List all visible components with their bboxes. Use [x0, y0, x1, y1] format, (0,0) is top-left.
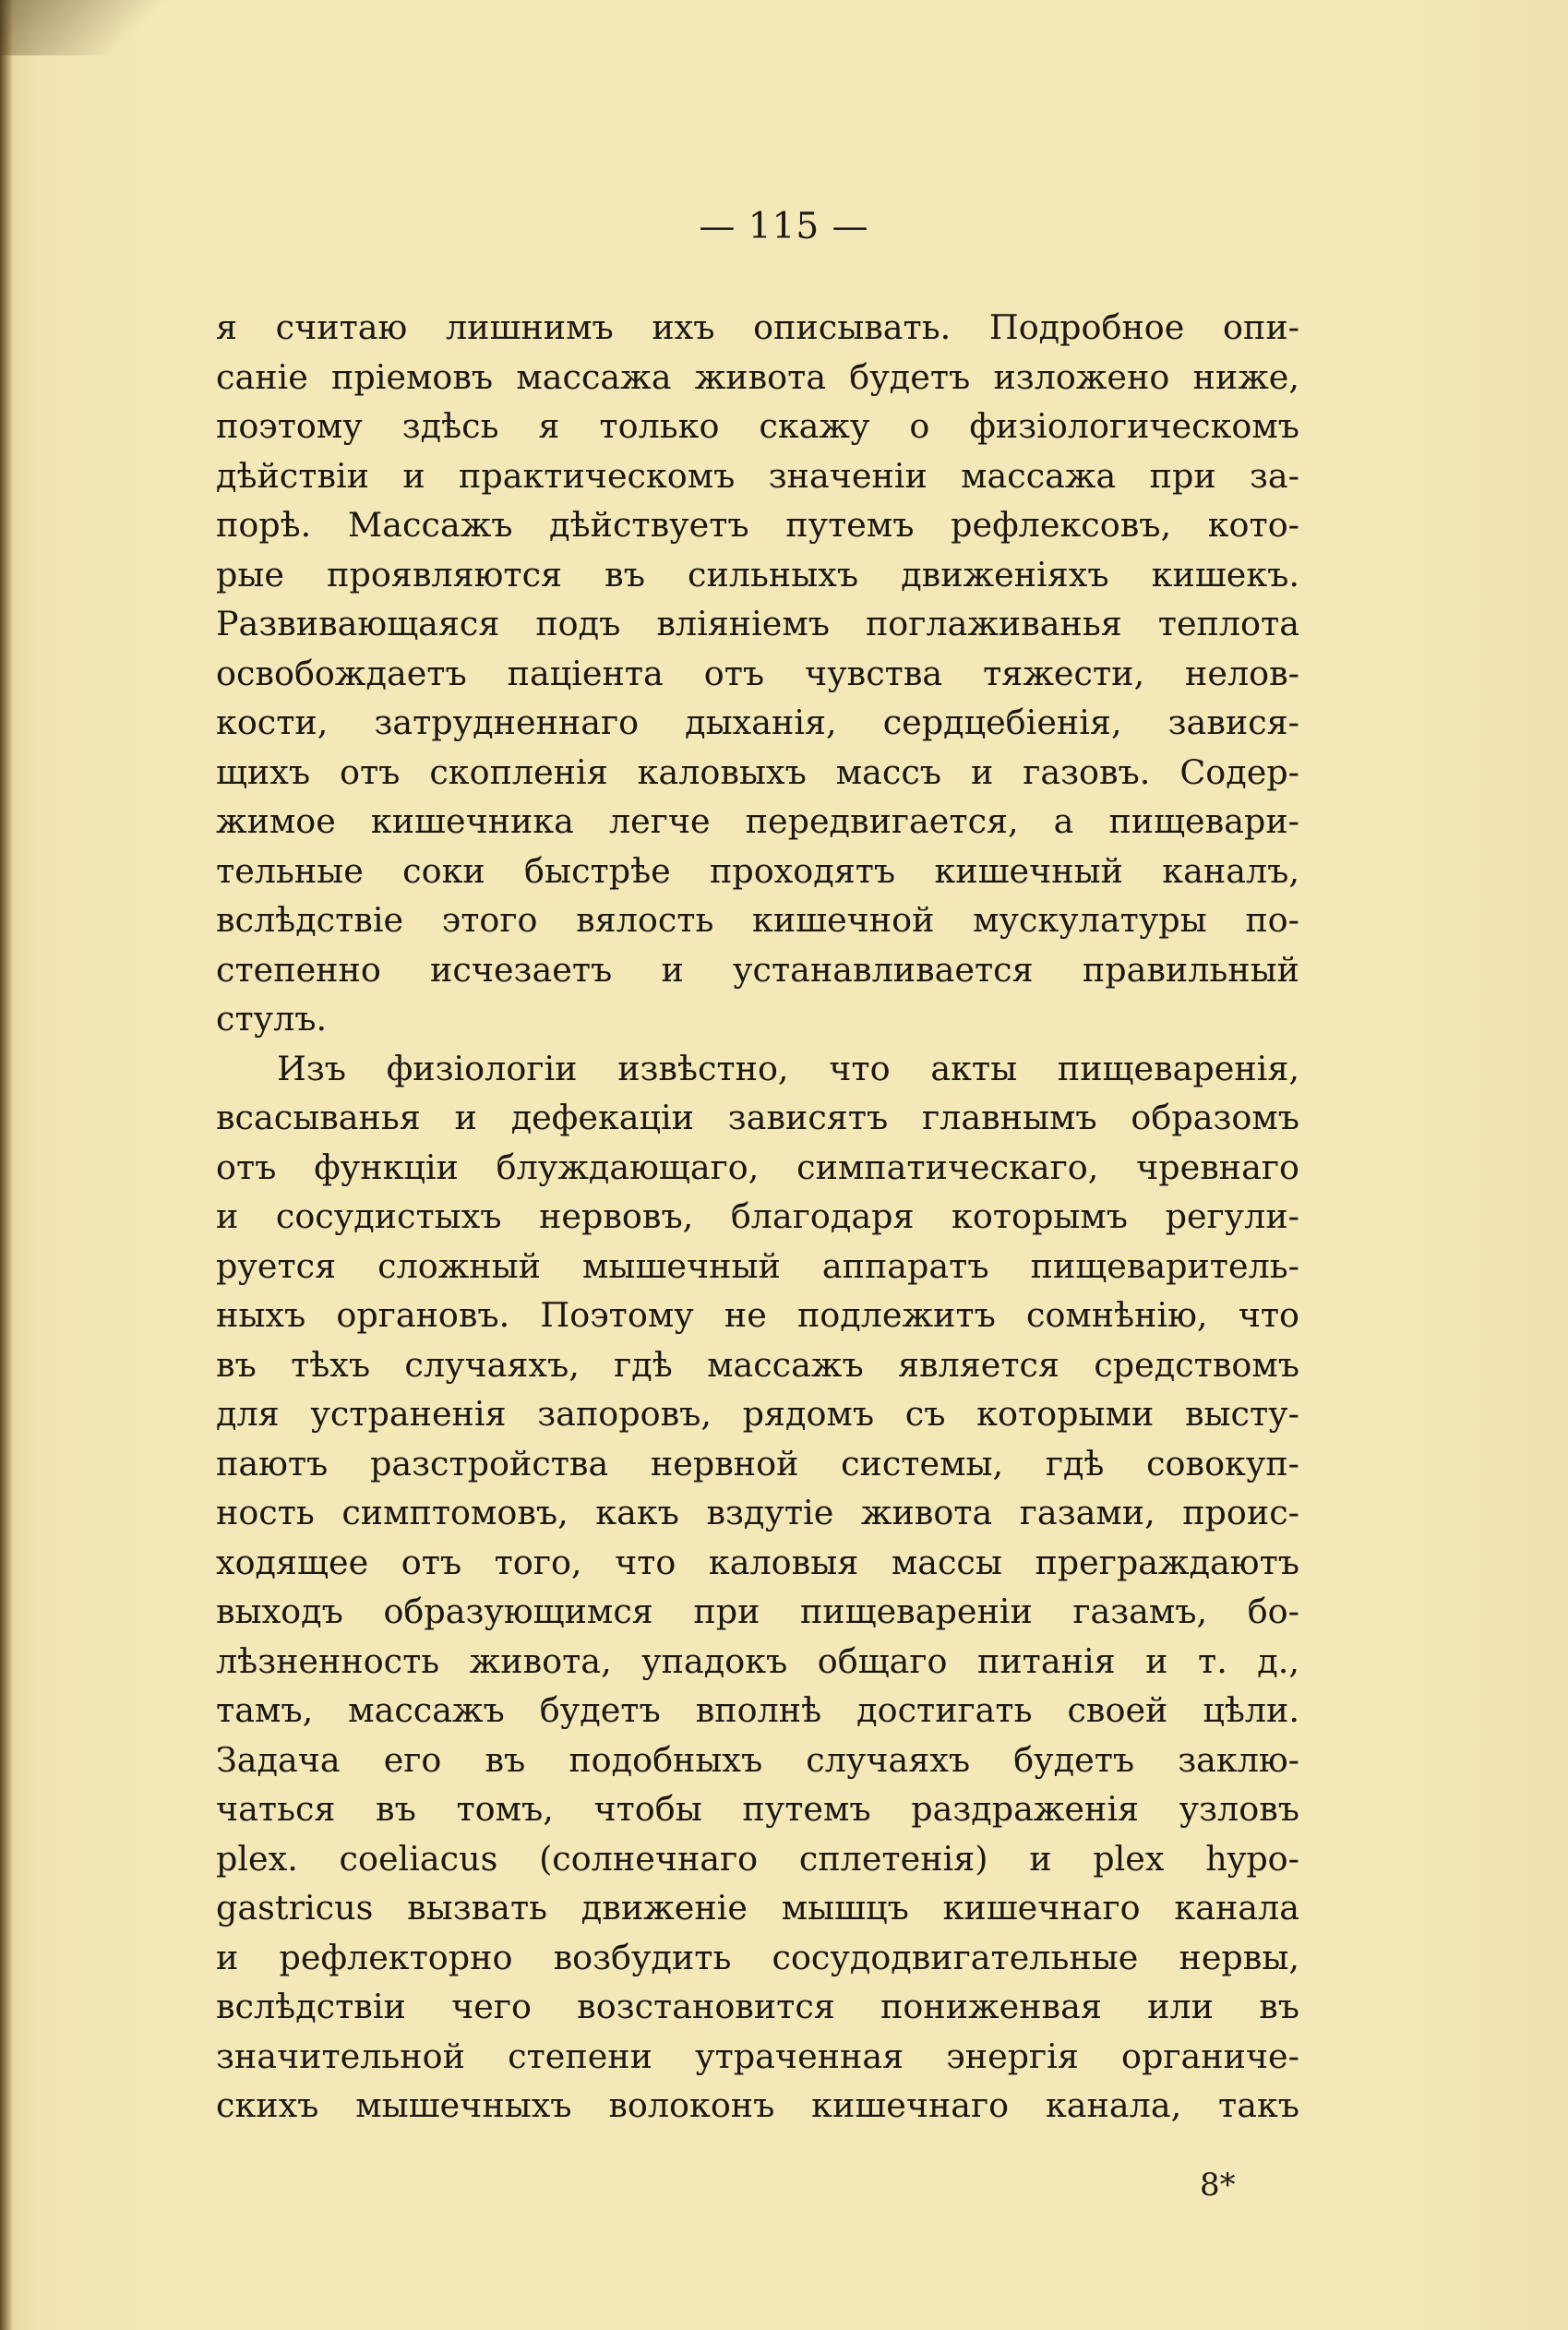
text-line: ходящее отъ того, что каловыя массы преграждаютъ [216, 1542, 1299, 1582]
text-line: выходъ образующимся при пищевареніи газамъ, бо- [216, 1591, 1299, 1631]
text-line: тамъ, массажъ будетъ вполнѣ достигать своей цѣли. [216, 1690, 1299, 1730]
text-line: чаться въ томъ, чтобы путемъ раздраженія узловъ [216, 1789, 1299, 1829]
text-line: поэтому здѣсь я только скажу о физіологическомъ [216, 406, 1299, 446]
text-line: порѣ. Массажъ дѣйствуетъ путемъ рефлексовъ, кото- [216, 505, 1299, 545]
text-line: вслѣдствіи чего возстановится пониженвая или въ [216, 1987, 1299, 2026]
text-line: значительной степени утраченная энергія органиче- [216, 2036, 1299, 2076]
text-line: рые проявляются въ сильныхъ движеніяхъ кишекъ. [216, 554, 1299, 595]
text-line: я считаю лишнимъ ихъ описывать. Подробное опи- [216, 307, 1299, 347]
text-line: тельные соки быстрѣе проходятъ кишечный каналъ, [216, 850, 1299, 891]
text-line: Развивающаяся подъ вліяніемъ поглаживанья теплота [216, 604, 1299, 643]
text-line: plex. coeliacus (солнечнаго сплетенія) и plex hypo- [216, 1838, 1299, 1879]
body-text [216, 303, 1299, 2131]
text-line: кости, затрудненнаго дыханія, сердцебіенія, завися- [216, 703, 1299, 742]
text-line: ныхъ органовъ. Поэтому не подлежитъ сомнѣнію, что [216, 1295, 1299, 1335]
text-line: руется сложный мышечный аппаратъ пищеваритель- [216, 1245, 1299, 1286]
text-line: жимое кишечника легче передвигается, а пищевари- [216, 801, 1299, 841]
text-line: и рефлекторно возбудить сосудодвигательные нервы, [216, 1937, 1299, 1977]
text-line: вслѣдствіе этого вялость кишечной мускулатуры по- [216, 900, 1299, 940]
text-line: стулъ. [216, 999, 328, 1039]
text-line: Изъ физіологіи извѣстно, что акты пищеваренія, [277, 1048, 1299, 1088]
text-line: и сосудистыхъ нервовъ, благодаря которымъ регули- [216, 1196, 1299, 1236]
text-line: gastricus вызвать движеніе мышцъ кишечнаго канала [216, 1888, 1299, 1928]
text-line: скихъ мышечныхъ волоконъ кишечнаго канала, такъ [216, 2085, 1299, 2125]
text-line: ность симптомовъ, какъ вздутіе живота газами, проис- [216, 1493, 1299, 1532]
text-line: всасыванья и дефекаціи зависятъ главнымъ образомъ [216, 1098, 1299, 1137]
text-line: саніе пріемовъ массажа живота будетъ изложено ниже, [216, 356, 1299, 397]
text-line: щихъ отъ скопленія каловыхъ массъ и газовъ. Содер- [216, 751, 1299, 792]
text-line: степенно исчезаетъ и устанавливается правильный [216, 949, 1299, 990]
spine-shadow [0, 0, 13, 2330]
text-line: для устраненія запоровъ, рядомъ съ которыми высту- [216, 1394, 1299, 1434]
text-line: лѣзненность живота, упадокъ общаго питанія и т. д., [216, 1640, 1299, 1681]
text-line: паютъ разстройства нервной системы, гдѣ совокуп- [216, 1443, 1299, 1483]
text-line: освобождаетъ паціента отъ чувства тяжести, нелов- [216, 653, 1299, 693]
text-line: въ тѣхъ случаяхъ, гдѣ массажъ является средствомъ [216, 1344, 1299, 1385]
signature-mark: 8* [1200, 2167, 1236, 2204]
text-line: дѣйствіи и практическомъ значеніи массажа при за- [216, 455, 1299, 496]
text-line: Задача его въ подобныхъ случаяхъ будетъ заклю- [216, 1739, 1299, 1780]
text-line: отъ функціи блуждающаго, симпатическаго, чревнаго [216, 1147, 1299, 1187]
page-number: — 115 — [699, 206, 869, 247]
corner-shadow [0, 0, 221, 55]
